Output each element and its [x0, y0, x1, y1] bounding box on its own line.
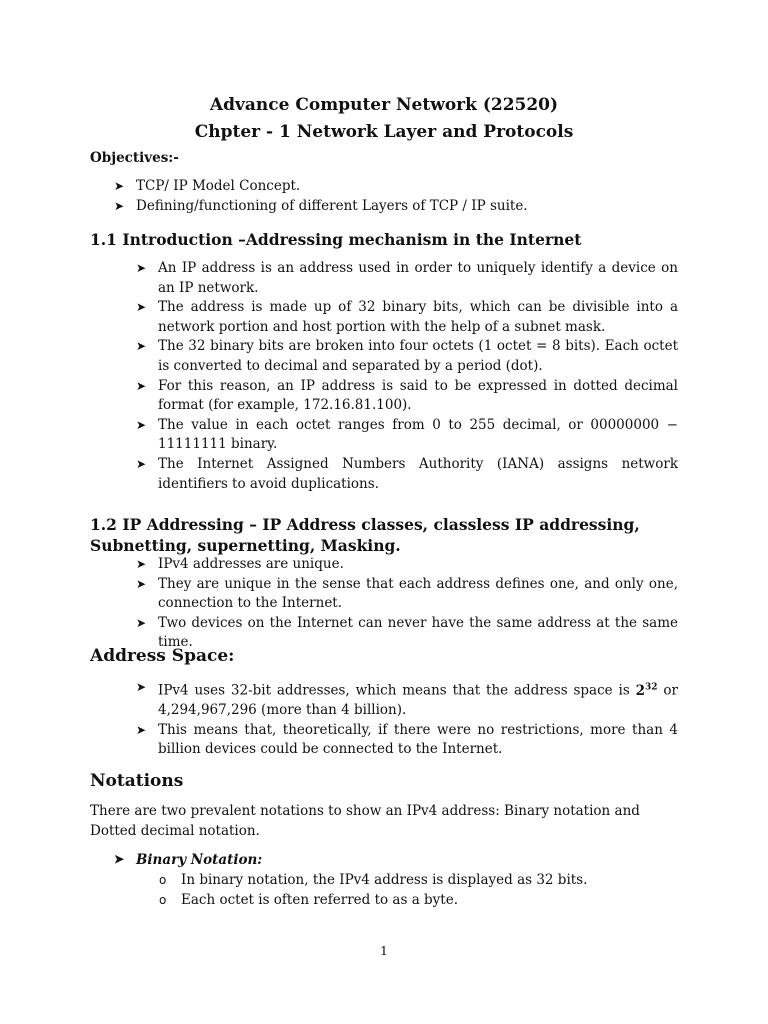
arrow-bullet-icon: ➤: [136, 417, 147, 432]
arrow-bullet-icon: ➤: [114, 179, 125, 193]
objectives-label: Objectives:-: [90, 150, 179, 166]
arrow-bullet-icon: ➤: [136, 300, 147, 315]
address-space-list: [136, 678, 679, 760]
notations-paragraph: There are two prevalent notations to show an IPv4 address: Binary notation and Dotted decimal notation.: [90, 803, 640, 839]
arrow-bullet-icon: ➤: [114, 852, 125, 866]
binary-notation-list: [159, 871, 681, 910]
arrow-bullet-icon: ➤: [136, 261, 147, 275]
notations-heading: Notations: [90, 771, 184, 791]
objectives-list: [114, 177, 696, 216]
list-item: ➤ Defining/functioning of different Layers of TCP / IP suite.: [136, 197, 696, 217]
list-item: ➤ The Internet Assigned Numbers Authority (IANA) assigns network identifiers to avoid duplications.: [136, 455, 678, 492]
circle-bullet-icon: o: [159, 892, 167, 907]
list-item: ➤ This means that, theoretically, if there were no restrictions, more than 4 billion devices could be connected to the Internet.: [136, 721, 678, 758]
arrow-bullet-icon: ➤: [136, 339, 147, 354]
list-item: ➤ An IP address is an address used in order to uniquely identify a device on an IP network.: [136, 260, 678, 296]
list-item: o In binary notation, the IPv4 address is displayed as 32 bits.: [181, 871, 681, 891]
list-item: ➤ IPv4 addresses are unique.: [158, 555, 678, 575]
list-item: o Each octet is often referred to as a byte.: [181, 891, 681, 911]
section-1-1-heading: 1.1 Introduction –Addressing mechanism in the Internet: [90, 230, 582, 249]
list-item: ➤ IPv4 uses 32-bit addresses, which means that the address space is $2^{32}$ or 4,294,967,296 (more than 4 billion).: [136, 680, 679, 719]
page-number: 1: [380, 943, 388, 958]
arrow-bullet-icon: ➤: [136, 456, 147, 471]
address-space-heading: Address Space:: [90, 646, 235, 666]
arrow-bullet-icon: ➤: [136, 722, 147, 737]
list-item: ➤ They are unique in the sense that each address defines one, and only one, connection to the Internet.: [136, 575, 678, 612]
arrow-bullet-icon: ➤: [136, 557, 147, 571]
section-1-2-heading: 1.2 IP Addressing – IP Address classes, classless IP addressing, Subnetting, supernetting, Masking.: [90, 515, 640, 555]
list-item: ➤ The value in each octet ranges from 0 to 255 decimal, or 00000000 − 11111111 binary.: [136, 416, 678, 453]
circle-bullet-icon: o: [159, 873, 167, 887]
arrow-bullet-icon: ➤: [114, 198, 125, 213]
arrow-bullet-icon: ➤: [136, 576, 147, 591]
arrow-bullet-icon: ➤: [136, 615, 147, 630]
arrow-bullet-icon: ➤: [136, 680, 147, 694]
document-title: Advance Computer Network (22520): [209, 95, 559, 115]
list-item: ➤ The address is made up of 32 binary bits, which can be divisible into a network portion and host portion with the help of a subnet mask.: [136, 299, 678, 335]
list-item: ➤ The 32 binary bits are broken into four octets (1 octet = 8 bits). Each octet is converted to decimal and separated by a period (dot).: [136, 338, 678, 374]
list-item: ➤ For this reason, an IP address is said to be expressed in dotted decimal format (for example, 172.16.81.100).: [136, 377, 678, 414]
section-1-2-list: [136, 555, 678, 653]
binary-notation-heading: ➤ Binary Notation:: [114, 852, 263, 868]
chapter-title: Chpter - 1 Network Layer and Protocols: [194, 122, 574, 142]
arrow-bullet-icon: ➤: [136, 378, 147, 393]
list-item: ➤ Two devices on the Internet can never have the same address at the same time.: [136, 614, 678, 651]
section-1-1-list: [136, 259, 678, 494]
list-item: ➤ TCP/ IP Model Concept.: [136, 177, 696, 197]
